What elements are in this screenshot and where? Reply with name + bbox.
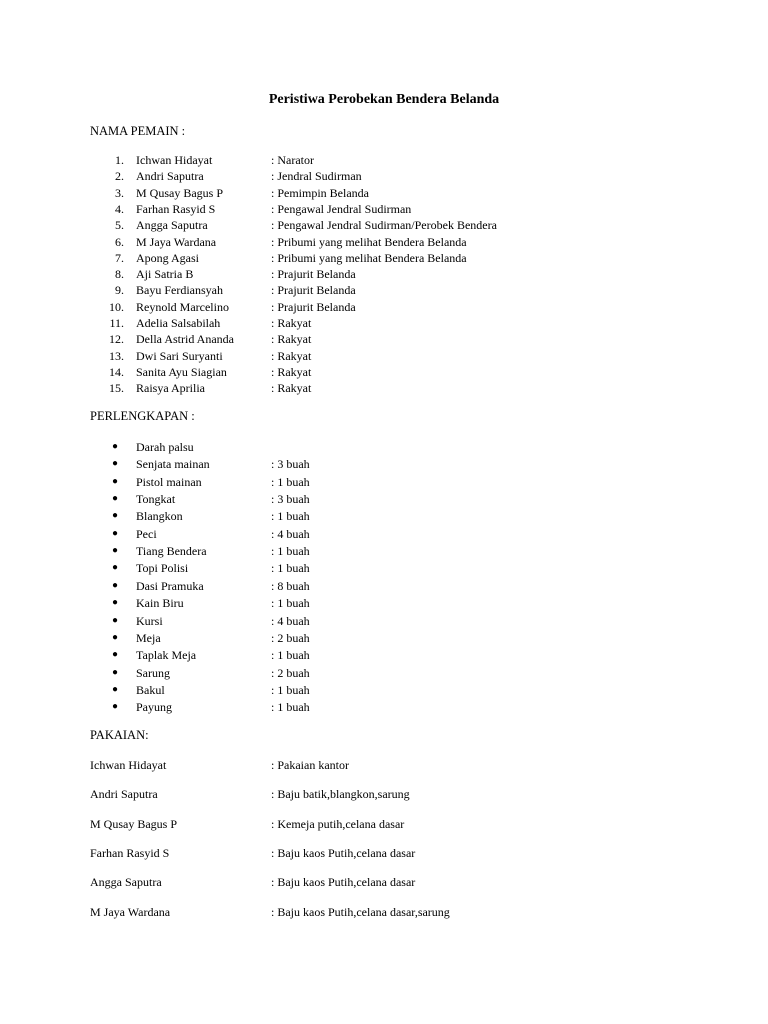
player-role: : Rakyat — [271, 364, 312, 379]
bullet-icon: ● — [112, 458, 119, 470]
bullet-icon: ● — [112, 666, 119, 678]
player-role: : Narator — [271, 153, 314, 167]
bullet-icon: ● — [112, 614, 119, 626]
equipment-name: Dasi Pramuka — [136, 578, 204, 593]
player-name: Andri Saputra — [136, 169, 204, 184]
outfit-description: : Baju kaos Putih,celana dasar — [271, 845, 416, 860]
player-name: Sanita Ayu Siagian — [136, 364, 227, 379]
equipment-qty: : 1 buah — [271, 544, 310, 559]
bullet-icon: ● — [112, 649, 119, 661]
item-number: 1. — [115, 153, 124, 167]
player-name: Apong Agasi — [136, 250, 199, 265]
player-role: : Pribumi yang melihat Bendera Belanda — [271, 234, 467, 249]
player-role: : Prajurit Belanda — [271, 267, 356, 282]
equipment-qty: : 1 buah — [271, 700, 310, 715]
equipment-name: Sarung — [136, 665, 170, 680]
player-name: M Jaya Wardana — [136, 234, 217, 249]
bullet-icon: ● — [112, 441, 119, 452]
equipment-name: Tiang Bendera — [136, 544, 207, 559]
equipment-qty: : 8 buah — [271, 578, 310, 593]
player-role: : Pengawal Jendral Sudirman — [271, 201, 412, 216]
equipment-name: Topi Polisi — [136, 561, 189, 576]
equipment-qty: : 1 buah — [271, 561, 310, 576]
item-number: 12. — [109, 332, 124, 347]
equipment-qty: : 4 buah — [271, 613, 310, 628]
equipment-name: Tongkat — [136, 492, 176, 507]
player-role: : Rakyat — [271, 316, 312, 330]
equipment-qty: : 4 buah — [271, 526, 310, 541]
item-number: 15. — [109, 381, 124, 396]
item-number: 10. — [109, 299, 124, 314]
equipment-name: Blangkon — [136, 509, 183, 524]
player-name: Dwi Sari Suryanti — [136, 348, 223, 363]
bullet-icon: ● — [112, 510, 119, 522]
player-name: Aji Satria B — [136, 267, 194, 282]
bullet-icon: ● — [112, 631, 119, 643]
player-name: Adelia Salsabilah — [136, 316, 221, 330]
equipment-qty: : 1 buah — [271, 682, 310, 697]
pakaian-heading: PAKAIAN: — [90, 728, 149, 742]
equipment-name: Pistol mainan — [136, 474, 202, 489]
player-role: : Rakyat — [271, 332, 312, 347]
outfit-description: : Baju batik,blangkon,sarung — [271, 787, 410, 802]
item-number: 13. — [109, 348, 124, 363]
player-role: : Jendral Sudirman — [271, 169, 362, 184]
person-name: Farhan Rasyid S — [90, 845, 170, 860]
player-role: : Pemimpin Belanda — [271, 185, 369, 200]
player-name: Ichwan Hidayat — [136, 153, 213, 167]
person-name: M Qusay Bagus P — [90, 816, 178, 831]
bullet-icon: ● — [112, 579, 119, 591]
person-name: M Jaya Wardana — [90, 904, 171, 919]
outfit-description: : Baju kaos Putih,celana dasar — [271, 875, 416, 890]
outfit-description: : Baju kaos Putih,celana dasar,sarung — [271, 904, 450, 919]
equipment-name: Darah palsu — [136, 440, 194, 454]
item-number: 4. — [115, 201, 124, 216]
bullet-icon: ● — [112, 493, 119, 505]
pemain-heading: NAMA PEMAIN : — [90, 124, 186, 138]
item-number: 14. — [109, 364, 124, 379]
equipment-qty: : 3 buah — [271, 457, 310, 472]
item-number: 9. — [115, 283, 124, 298]
player-name: Bayu Ferdiansyah — [136, 283, 223, 298]
equipment-qty: : 2 buah — [271, 665, 310, 680]
player-role: : Prajurit Belanda — [271, 299, 356, 314]
item-number: 2. — [115, 169, 124, 184]
equipment-name: Senjata mainan — [136, 457, 210, 472]
document-title: Peristiwa Perobekan Bendera Belanda — [268, 92, 500, 107]
person-name: Angga Saputra — [90, 875, 162, 890]
bullet-icon: ● — [112, 527, 119, 539]
player-name: Angga Saputra — [136, 218, 208, 233]
item-number: 3. — [115, 185, 124, 200]
player-role: : Prajurit Belanda — [271, 283, 356, 298]
equipment-qty: : 1 buah — [271, 474, 310, 489]
item-number: 7. — [115, 250, 124, 265]
equipment-qty: : 1 buah — [271, 596, 310, 611]
person-name: Ichwan Hidayat — [90, 758, 167, 772]
person-name: Andri Saputra — [90, 787, 158, 802]
bullet-icon: ● — [112, 683, 119, 695]
equipment-name: Kain Biru — [136, 596, 184, 611]
outfit-description: : Kemeja putih,celana dasar — [271, 816, 405, 831]
equipment-qty: : 2 buah — [271, 630, 310, 645]
item-number: 11. — [109, 316, 124, 330]
item-number: 6. — [115, 234, 124, 249]
equipment-qty: : 1 buah — [271, 509, 310, 524]
bullet-icon: ● — [112, 475, 119, 487]
bullet-icon: ● — [112, 545, 119, 557]
player-role: : Rakyat — [271, 381, 312, 396]
bullet-icon: ● — [112, 562, 119, 574]
player-role: : Pengawal Jendral Sudirman/Perobek Bendera — [271, 218, 497, 233]
player-name: Farhan Rasyid S — [136, 201, 216, 216]
equipment-name: Meja — [136, 630, 161, 645]
perlengkapan-heading: PERLENGKAPAN : — [90, 409, 195, 423]
player-name: Della Astrid Ananda — [136, 332, 234, 347]
outfit-description: : Pakaian kantor — [271, 758, 349, 772]
bullet-icon: ● — [112, 597, 119, 609]
player-name: M Qusay Bagus P — [136, 185, 224, 200]
equipment-name: Bakul — [136, 682, 165, 697]
equipment-qty: : 1 buah — [271, 648, 310, 663]
item-number: 8. — [115, 267, 124, 282]
player-role: : Pribumi yang melihat Bendera Belanda — [271, 250, 467, 265]
equipment-name: Peci — [136, 526, 157, 541]
bullet-icon: ● — [112, 701, 119, 713]
item-number: 5. — [115, 218, 124, 233]
equipment-name: Taplak Meja — [136, 648, 197, 663]
player-name: Raisya Aprilia — [136, 381, 205, 396]
equipment-name: Kursi — [136, 613, 163, 628]
player-name: Reynold Marcelino — [136, 299, 229, 314]
equipment-name: Payung — [136, 700, 172, 715]
equipment-qty: : 3 buah — [271, 492, 310, 507]
player-role: : Rakyat — [271, 348, 312, 363]
